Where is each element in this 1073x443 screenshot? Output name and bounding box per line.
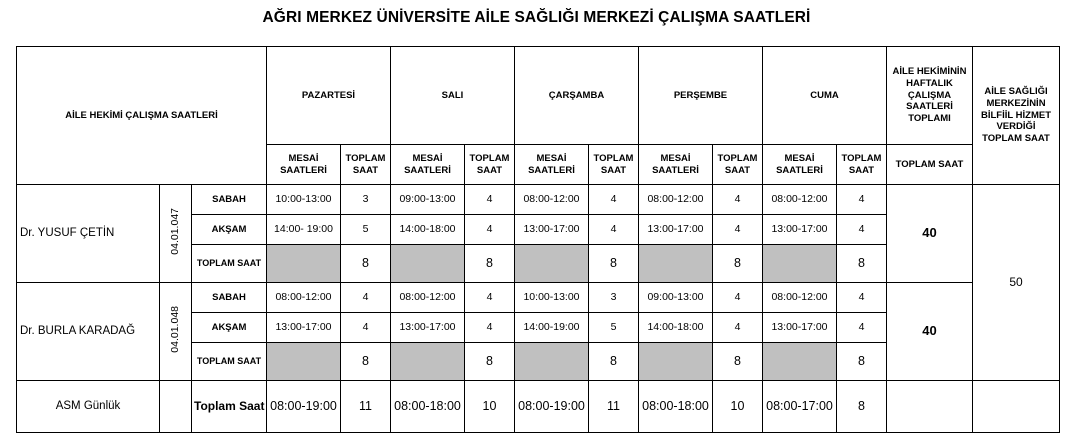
shift-hours: 13:00-17:00: [763, 215, 837, 245]
shift-hours: 14:00-19:00: [515, 313, 589, 343]
daily-total: 11: [589, 381, 639, 433]
gray-cell: [763, 245, 837, 283]
weekly-total: 40: [887, 283, 973, 381]
shift-total: 4: [465, 215, 515, 245]
day-total: 8: [713, 245, 763, 283]
weekly-sub-header: TOPLAM SAAT: [887, 145, 973, 185]
shift-hours: 10:00-13:00: [267, 185, 341, 215]
mesai-header: MESAİ SAATLERİ: [515, 145, 589, 185]
shift-hours: 13:00-17:00: [763, 313, 837, 343]
day-total: 8: [341, 343, 391, 381]
shift-total: 3: [341, 185, 391, 215]
schedule-table: [16, 46, 1060, 433]
gray-cell: [391, 245, 465, 283]
empty-cell: [160, 381, 192, 433]
gray-cell: [267, 343, 341, 381]
page-title: AĞRI MERKEZ ÜNİVERSİTE AİLE SAĞLIĞI MERKEZİ ÇALIŞMA SAATLERİ: [262, 9, 811, 26]
shift-total: 4: [465, 185, 515, 215]
doctor-code-cell: [160, 185, 192, 283]
shift-hours: 13:00-17:00: [639, 215, 713, 245]
gray-cell: [763, 343, 837, 381]
shift-hours: 13:00-17:00: [391, 313, 465, 343]
toplam-header: TOPLAM SAAT: [589, 145, 639, 185]
day-total: 8: [837, 343, 887, 381]
shift-total: 3: [589, 283, 639, 313]
shift-hours: 14:00-18:00: [639, 313, 713, 343]
toplam-header: TOPLAM SAAT: [837, 145, 887, 185]
day-header-friday: CUMA: [763, 47, 887, 145]
shift-total: 4: [589, 215, 639, 245]
mesai-header: MESAİ SAATLERİ: [267, 145, 341, 185]
shift-total: 4: [713, 215, 763, 245]
day-total: 8: [465, 245, 515, 283]
empty-cell: [887, 381, 973, 433]
shift-hours: 09:00-13:00: [391, 185, 465, 215]
shift-total: 4: [837, 215, 887, 245]
shift-hours: 09:00-13:00: [639, 283, 713, 313]
weekly-total: 40: [887, 185, 973, 283]
shift-total: 4: [713, 283, 763, 313]
shift-hours: 08:00-12:00: [763, 185, 837, 215]
gray-cell: [515, 245, 589, 283]
daily-label: ASM Günlük: [17, 381, 160, 433]
shift-hours: 08:00-12:00: [391, 283, 465, 313]
day-header-thursday: PERŞEMBE: [639, 47, 763, 145]
day-total: 8: [465, 343, 515, 381]
shift-total: 4: [465, 313, 515, 343]
center-total-header: AİLE SAĞLIĞI MERKEZİNİN BİLFİİL HİZMET VERDİĞİ TOPLAM SAAT: [973, 47, 1060, 185]
toplam-header: TOPLAM SAAT: [713, 145, 763, 185]
mesai-header: MESAİ SAATLERİ: [639, 145, 713, 185]
day-total: 8: [589, 245, 639, 283]
gray-cell: [639, 343, 713, 381]
day-total: 8: [589, 343, 639, 381]
shift-label-total: TOPLAM SAAT: [192, 343, 267, 381]
shift-total: 4: [341, 283, 391, 313]
day-header-monday: PAZARTESİ: [267, 47, 391, 145]
gray-cell: [391, 343, 465, 381]
shift-label-evening: AKŞAM: [192, 313, 267, 343]
shift-total: 4: [341, 313, 391, 343]
daily-hours: 08:00-19:00: [515, 381, 589, 433]
daily-hours: 08:00-17:00: [763, 381, 837, 433]
shift-hours: 08:00-12:00: [763, 283, 837, 313]
day-total: 8: [837, 245, 887, 283]
daily-total: 10: [465, 381, 515, 433]
shift-label-morning: SABAH: [192, 185, 267, 215]
shift-total: 4: [837, 283, 887, 313]
shift-hours: 08:00-12:00: [639, 185, 713, 215]
shift-total: 5: [341, 215, 391, 245]
day-total: 8: [341, 245, 391, 283]
shift-label-morning: SABAH: [192, 283, 267, 313]
row-label-header: AİLE HEKİMİ ÇALIŞMA SAATLERİ: [17, 47, 267, 185]
shift-hours: 13:00-17:00: [515, 215, 589, 245]
doctor-name: Dr. YUSUF ÇETİN: [17, 185, 160, 283]
gray-cell: [639, 245, 713, 283]
shift-total: 4: [713, 313, 763, 343]
shift-hours: 14:00-18:00: [391, 215, 465, 245]
doctor-code: 04.01.047: [168, 208, 181, 255]
mesai-header: MESAİ SAATLERİ: [391, 145, 465, 185]
shift-label-evening: AKŞAM: [192, 215, 267, 245]
mesai-header: MESAİ SAATLERİ: [763, 145, 837, 185]
shift-total: 4: [837, 313, 887, 343]
center-total-value: 50: [973, 185, 1060, 381]
doctor-code: 04.01.048: [168, 306, 181, 353]
daily-total: 10: [713, 381, 763, 433]
shift-total: 4: [837, 185, 887, 215]
gray-cell: [267, 245, 341, 283]
shift-total: 5: [589, 313, 639, 343]
daily-hours: 08:00-19:00: [267, 381, 341, 433]
toplam-header: TOPLAM SAAT: [465, 145, 515, 185]
daily-sub-label: Toplam Saat: [192, 381, 267, 433]
empty-cell: [973, 381, 1060, 433]
daily-hours: 08:00-18:00: [639, 381, 713, 433]
doctor-name: Dr. BURLA KARADAĞ: [17, 283, 160, 381]
daily-total: 11: [341, 381, 391, 433]
gray-cell: [515, 343, 589, 381]
shift-hours: 08:00-12:00: [515, 185, 589, 215]
day-total: 8: [713, 343, 763, 381]
shift-hours: 13:00-17:00: [267, 313, 341, 343]
daily-hours: 08:00-18:00: [391, 381, 465, 433]
shift-hours: 10:00-13:00: [515, 283, 589, 313]
day-header-wednesday: ÇARŞAMBA: [515, 47, 639, 145]
shift-total: 4: [465, 283, 515, 313]
shift-total: 4: [589, 185, 639, 215]
daily-total: 8: [837, 381, 887, 433]
day-header-tuesday: SALI: [391, 47, 515, 145]
doctor-code-cell: [160, 283, 192, 381]
toplam-header: TOPLAM SAAT: [341, 145, 391, 185]
weekly-total-header: AİLE HEKİMİNİN HAFTALIK ÇALIŞMA SAATLERİ TOPLAMI: [887, 47, 973, 145]
shift-hours: 08:00-12:00: [267, 283, 341, 313]
shift-hours: 14:00- 19:00: [267, 215, 341, 245]
shift-label-total: TOPLAM SAAT: [192, 245, 267, 283]
shift-total: 4: [713, 185, 763, 215]
